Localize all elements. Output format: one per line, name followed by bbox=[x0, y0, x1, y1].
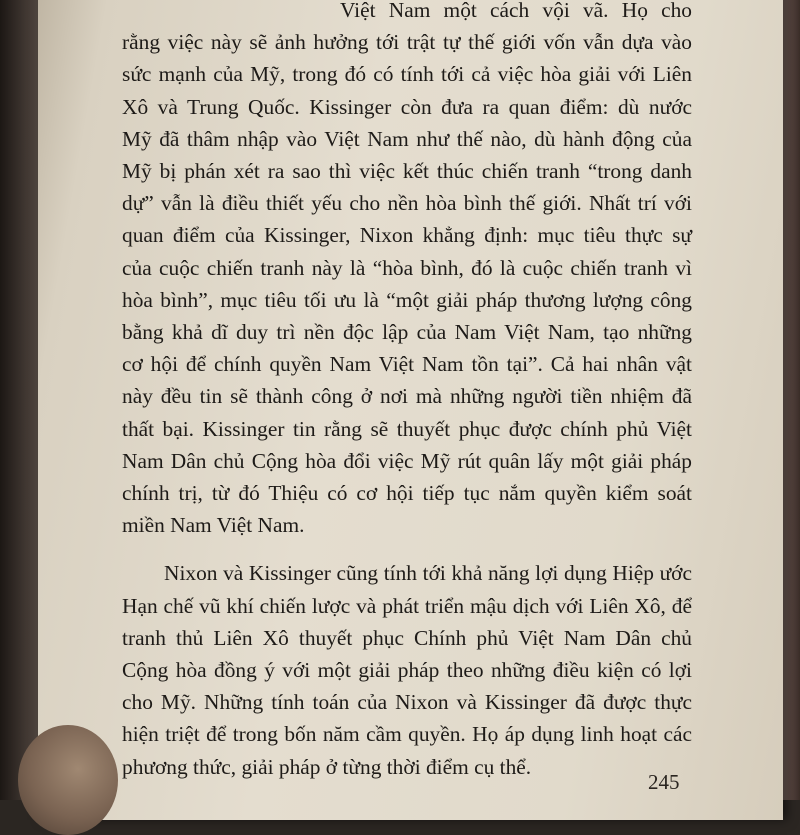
paragraph-2 bbox=[122, 557, 692, 782]
text-line: Nixon và Kissinger cũng tính tới khả năng lợi dụng Hiệp ước bbox=[164, 561, 692, 586]
text-line: cơ hội để chính quyền Nam Việt Nam tồn tại”. Cả hai nhân vật bbox=[122, 352, 692, 377]
text-line: phương thức, giải pháp ở từng thời điểm cụ thể. bbox=[122, 754, 532, 779]
text-line: Việt Nam một cách vội vã. Họ cho bbox=[340, 0, 692, 22]
text-line: cho Mỹ. Những tính toán của Nixon và Kissinger đã được thực bbox=[122, 690, 692, 715]
text-line: sức mạnh của Mỹ, trong đó có tính tới cả việc hòa giải với Liên bbox=[122, 62, 692, 87]
paragraph-1 bbox=[122, 0, 692, 541]
text-line: rằng việc này sẽ ảnh hưởng tới trật tự thế giới vốn vẫn dựa vào bbox=[122, 30, 692, 55]
thumb bbox=[18, 725, 118, 835]
text-line: tranh thủ Liên Xô thuyết phục Chính phủ Việt Nam Dân chủ bbox=[122, 625, 692, 650]
text-line: thất bại. Kissinger tin rằng sẽ thuyết phục được chính phủ Việt bbox=[122, 416, 692, 441]
text-line: chính trị, từ đó Thiệu có cơ hội tiếp tục nắm quyền kiểm soát bbox=[122, 481, 692, 506]
text-line: quan điểm của Kissinger, Nixon khẳng định: mục tiêu thực sự bbox=[122, 223, 692, 248]
text-line: Xô và Trung Quốc. Kissinger còn đưa ra quan điểm: dù nước bbox=[122, 94, 692, 119]
text-line: Mỹ bị phán xét ra sao thì việc kết thúc chiến tranh “trong danh bbox=[122, 159, 692, 184]
text-line: Hạn chế vũ khí chiến lược và phát triển mậu dịch với Liên Xô, để bbox=[122, 593, 692, 618]
text-line: này đều tin sẽ thành công ở nơi mà những người tiền nhiệm đã bbox=[122, 384, 692, 409]
paragraph-gap bbox=[122, 541, 692, 557]
text-line: Cộng hòa đồng ý với một giải pháp theo những điều kiện có lợi bbox=[122, 658, 692, 683]
text-line: bằng khả dĩ duy trì nền độc lập của Nam Việt Nam, tạo những bbox=[122, 320, 692, 345]
page-number: 245 bbox=[648, 770, 680, 794]
text-line: hiện triệt để trong bốn năm cầm quyền. Họ áp dụng linh hoạt các bbox=[122, 722, 692, 747]
text-line: của cuộc chiến tranh này là “hòa bình, đó là cuộc chiến tranh vì bbox=[122, 255, 692, 280]
text-line: hòa bình”, mục tiêu tối ưu là “một giải pháp thương lượng công bbox=[122, 287, 692, 312]
text-line: Mỹ đã thâm nhập vào Việt Nam như thế nào, dù hành động của bbox=[122, 126, 692, 151]
text-line: miền Nam Việt Nam. bbox=[122, 513, 305, 538]
page-body-text bbox=[122, 0, 692, 783]
text-line: Nam Dân chủ Cộng hòa đổi việc Mỹ rút quân lấy một giải pháp bbox=[122, 448, 692, 473]
text-line: dự” vẫn là điều thiết yếu cho nền hòa bình thế giới. Nhất trí với bbox=[122, 191, 692, 216]
